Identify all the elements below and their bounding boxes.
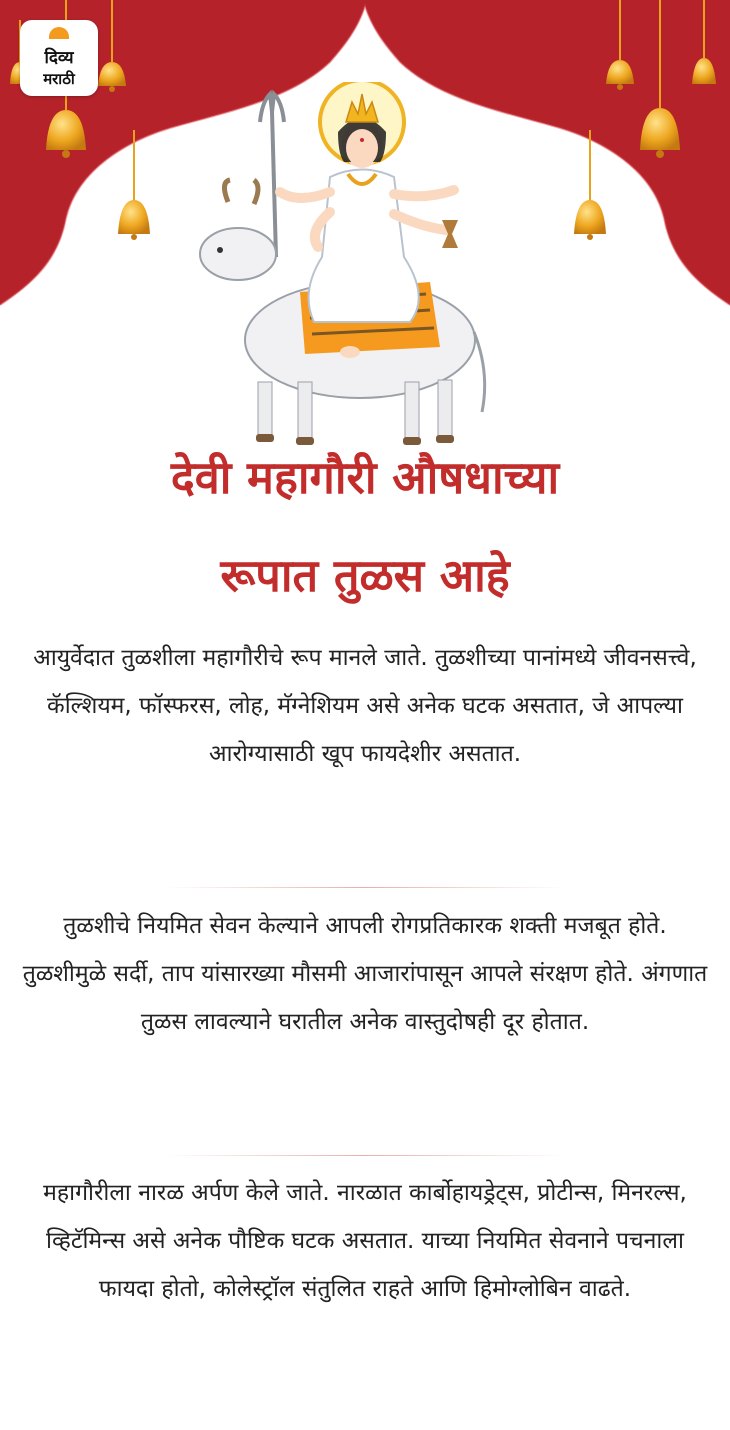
paragraph-2: तुळशीचे नियमित सेवन केल्याने आपली रोगप्रतिकारक शक्ती मजबूत होते. तुळशीमुळे सर्दी, ताप यांसारख्या मौसमी आजारांपासून आपले संरक्षण होते. अंगणात तुळस लावल्याने घरातील अनेक वास्तुदोषही दूर होतात. [22, 913, 708, 1035]
heading-line-2: रूपात तुळस आहे [220, 549, 510, 602]
trident-icon [260, 94, 284, 257]
logo-line-2: मराठी [43, 70, 75, 88]
sun-icon [49, 27, 69, 39]
logo-line-1: दिव्य [44, 48, 74, 68]
divider [165, 887, 565, 888]
heading-line-1: देवी महागौरी औषधाच्या [170, 451, 560, 504]
paragraph-1: आयुर्वेदात तुळशीला महागौरीचे रूप मानले जाते. तुळशीच्या पानांमध्ये जीवनसत्त्वे, कॅल्शियम, फॉस्फरस, लोह, मॅग्नेशियम असे अनेक घटक असतात, जे आपल्या आरोग्यासाठी खूप फायदेशीर असतात. [33, 645, 697, 767]
brand-logo [20, 20, 98, 96]
divider [165, 1155, 565, 1156]
deity-illustration [190, 82, 500, 452]
bell-icon-right-4 [574, 130, 606, 240]
paragraph-3: महागौरीला नारळ अर्पण केले जाते. नारळात कार्बोहायड्रेट्स, प्रोटीन्स, मिनरल्स, व्हिटॅमिन्स असे अनेक पौष्टिक घटक असतात. याच्या नियमित सेवनाने पचनाला फायदा होतो, कोलेस्ट्रॉल संतुलित राहते आणि हिमोग्लोबिन वाढते. [43, 1180, 687, 1302]
